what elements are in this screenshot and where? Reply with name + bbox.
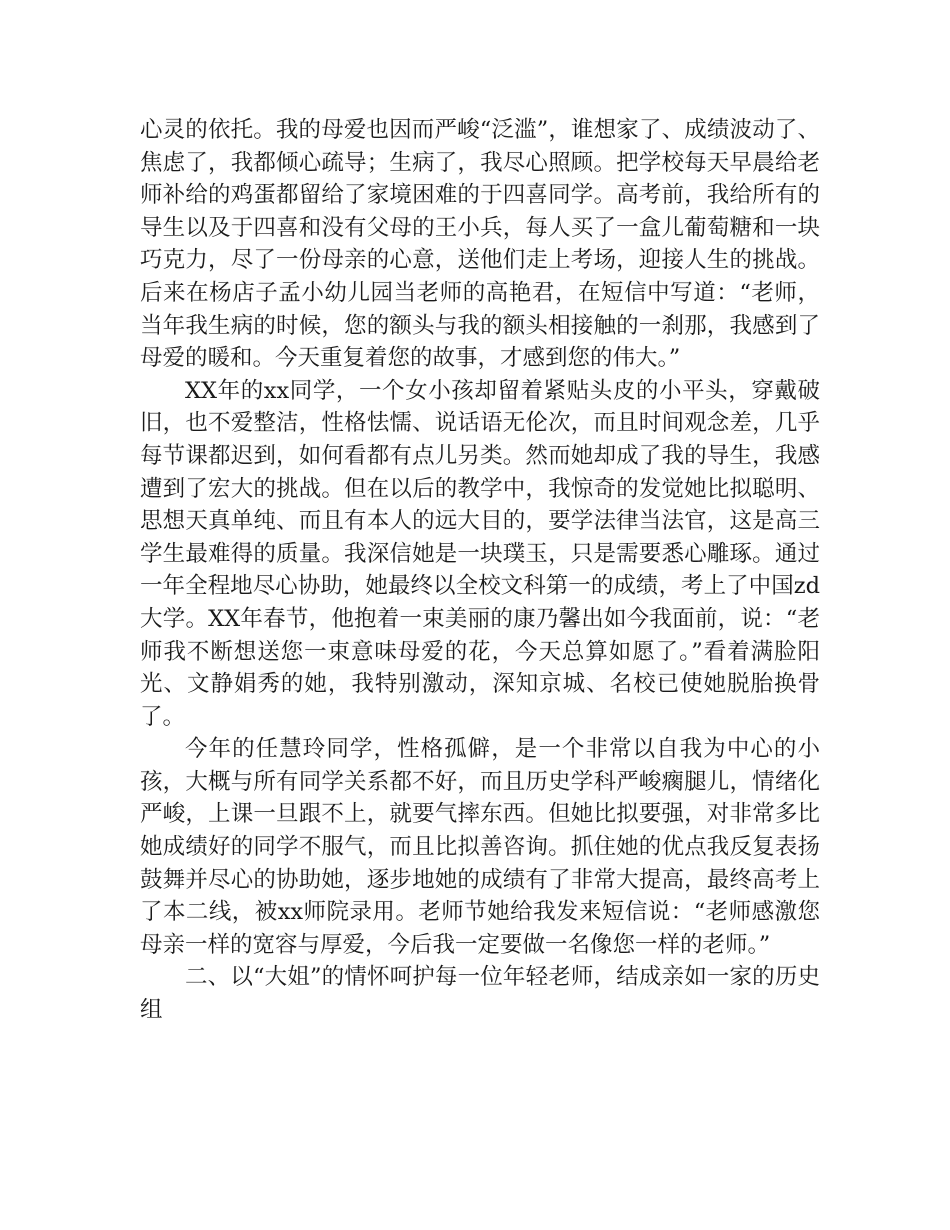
document-body xyxy=(140,114,820,1027)
section-heading: 二、以“大姐”的情怀呵护每一位年轻老师，结成亲如一家的历史组 xyxy=(140,964,820,1024)
paragraph-2: XX年的xx同学，一个女小孩却留着紧贴头皮的小平头，穿戴破旧，也不爱整洁，性格怯懦、说话语无伦次，而且时间观念差，几乎每节课都迟到，如何看都有点儿另类。然而她却成了我的导生，我感遭到了宏大的挑战。但在以后的教学中，我惊奇的发觉她比拟聪明、思想天真单纯、而且有本人的远大目的，要学法律当法官，这是高三学生最难得的质量。我深信她是一块璞玉，只是需要悉心雕琢。通过一年全程地尽心协助，她最终以全校文科第一的成绩，考上了中国zd大学。XX年春节，他抱着一束美丽的康乃馨出如今我面前，说：“老师我不断想送您一束意味母爱的花，今天总算如愿了。”看着满脸阳光、文静娟秀的她，我特别激动，深知京城、名校已使她脱胎换骨了。 xyxy=(140,377,820,730)
paragraph-3: 今年的任慧玲同学，性格孤僻，是一个非常以自我为中心的小孩，大概与所有同学关系都不好，而且历史学科严峻瘸腿儿，情绪化严峻，上课一旦跟不上，就要气摔东西。但她比拟要强，对非常多比她成绩好的同学不服气，而且比拟善咨询。抓住她的优点我反复表扬鼓舞并尽心的协助她，逐步地她的成绩有了非常大提高，最终高考上了本二线，被xx师院录用。老师节她给我发来短信说：“老师感激您母亲一样的宽容与厚爱，今后我一定要做一名像您一样的老师。” xyxy=(140,736,820,958)
paragraph-1: 心灵的依托。我的母爱也因而严峻“泛滥”，谁想家了、成绩波动了、焦虑了，我都倾心疏导；生病了，我尽心照顾。把学校每天早晨给老师补给的鸡蛋都留给了家境困难的于四喜同学。高考前，我给所有的导生以及于四喜和没有父母的王小兵，每人买了一盒儿葡萄糖和一块巧克力，尽了一份母亲的心意，送他们走上考场，迎接人生的挑战。后来在杨店子孟小幼儿园当老师的高艳君，在短信中写道：“老师，当年我生病的时候，您的额头与我的额头相接触的一刹那，我感到了母爱的暖和。今天重复着您的故事，才感到您的伟大。” xyxy=(140,117,820,372)
